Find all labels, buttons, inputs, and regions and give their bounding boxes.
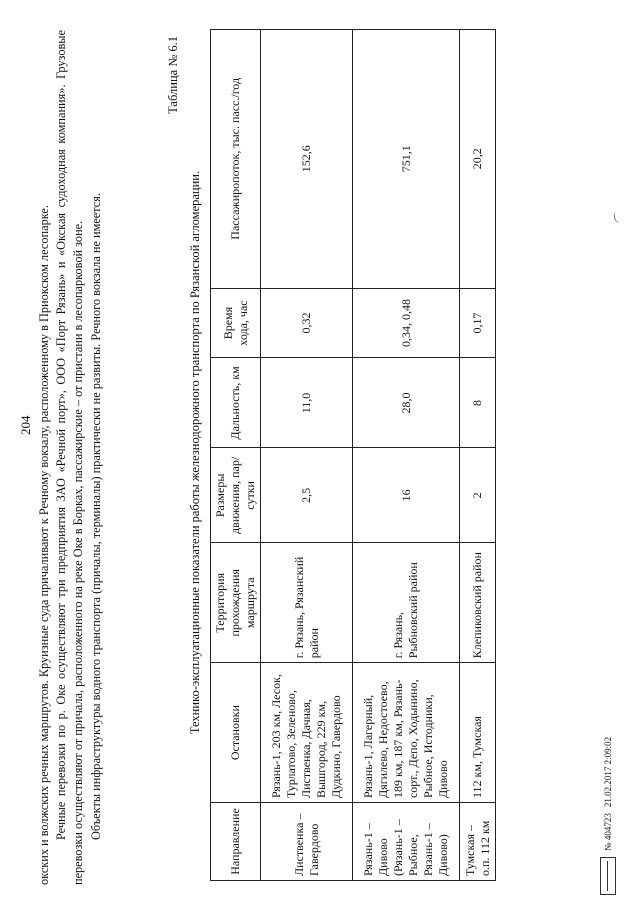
cell-travel-time: 0,32 xyxy=(261,288,353,358)
cell-passenger-flow: 751,1 xyxy=(353,30,460,289)
paragraph: Речные перевозки по р. Оке осуществляют три предприятия ЗАО «Речной порт», ООО «Порт Рязань» и «Окская судоходная компания». Грузовые перевозки осуществляют от причала, расположенного на реке Оке в Борках, пассажирские – от пристани в лесопарковой зоне. xyxy=(54,30,86,885)
cell-distance: 8 xyxy=(460,358,496,448)
header-stops: Остановки xyxy=(211,663,261,803)
cell-passenger-flow: 152,6 xyxy=(261,30,353,289)
paragraph: Объекты инфраструктуры водного транспорта (причалы, терминалы) практически не развиты. Речного вокзала не имеется. xyxy=(88,193,103,840)
document-number: № 404723 xyxy=(603,813,613,851)
cell-territory: г. Рязань, Рязанский район xyxy=(261,543,353,663)
document-datetime: 21.02.2017 2:09:02 xyxy=(603,736,613,808)
cell-distance: 11,0 xyxy=(261,358,353,448)
table-row xyxy=(261,30,353,881)
cell-territory: Клепиковский район xyxy=(460,543,496,663)
body-text xyxy=(36,30,105,885)
cell-direction: Рязань-1 – Дивово (Рязань-1 – Рыбное, Рязань-1 – Дивово) xyxy=(353,803,460,881)
header-passenger-flow: Пассажиропоток, тыс. пасс./год xyxy=(211,30,261,289)
cell-frequency: 2,5 xyxy=(261,448,353,543)
header-direction: Направление xyxy=(211,803,261,881)
paragraph: окских и волжских речных маршрутов. Круизные суда причаливают к Речному вокзалу, расположенному в Приокском лесопарке. xyxy=(37,205,51,885)
cell-direction: Тумская – о.п. 112 км xyxy=(460,803,496,881)
table-row xyxy=(460,30,496,881)
header-frequency: Размеры движения, пар/сутки xyxy=(211,448,261,543)
page-number: 204 xyxy=(18,415,33,435)
header-distance: Дальность, км xyxy=(211,358,261,448)
cell-stops: 112 км, Тумская xyxy=(460,663,496,803)
footer xyxy=(600,737,616,895)
header-travel-time: Время хода, час xyxy=(211,288,261,358)
scan-artifact-icon xyxy=(612,210,625,224)
cell-travel-time: 0,17 xyxy=(460,288,496,358)
cell-travel-time: 0,34, 0,48 xyxy=(353,288,460,358)
cell-frequency: 16 xyxy=(353,448,460,543)
cell-stops: Рязань-1, Лагерный, Дягилево, Недостоево, 189 км, 187 км, Рязань-сорт., Депо, Ходынино, Рыбное, Истодники, Дивово xyxy=(353,663,460,803)
cell-territory: г. Рязань, Рыбновский район xyxy=(353,543,460,663)
table-label: Таблица № 6.1 xyxy=(166,36,180,114)
table-title: Технико-эксплуатационные показатели работы железнодорожного транспорта по Рязанской агломерации. xyxy=(188,170,202,735)
data-table xyxy=(210,29,496,881)
table-row xyxy=(353,30,460,881)
cell-distance: 28,0 xyxy=(353,358,460,448)
cell-direction: Лиственка – Гавердово xyxy=(261,803,353,881)
table-header-row xyxy=(211,30,261,881)
cell-stops: Рязань-1, 203 км, Лесок, Турлатово, Зеленово, Лиственка, Дачная, Вышгород, 229 км, Дудкино, Гавердово xyxy=(261,663,353,803)
header-territory: Территория прохождения маршрута xyxy=(211,543,261,663)
cell-passenger-flow: 20,2 xyxy=(460,30,496,289)
stamp-logo-icon xyxy=(600,857,616,895)
cell-frequency: 2 xyxy=(460,448,496,543)
